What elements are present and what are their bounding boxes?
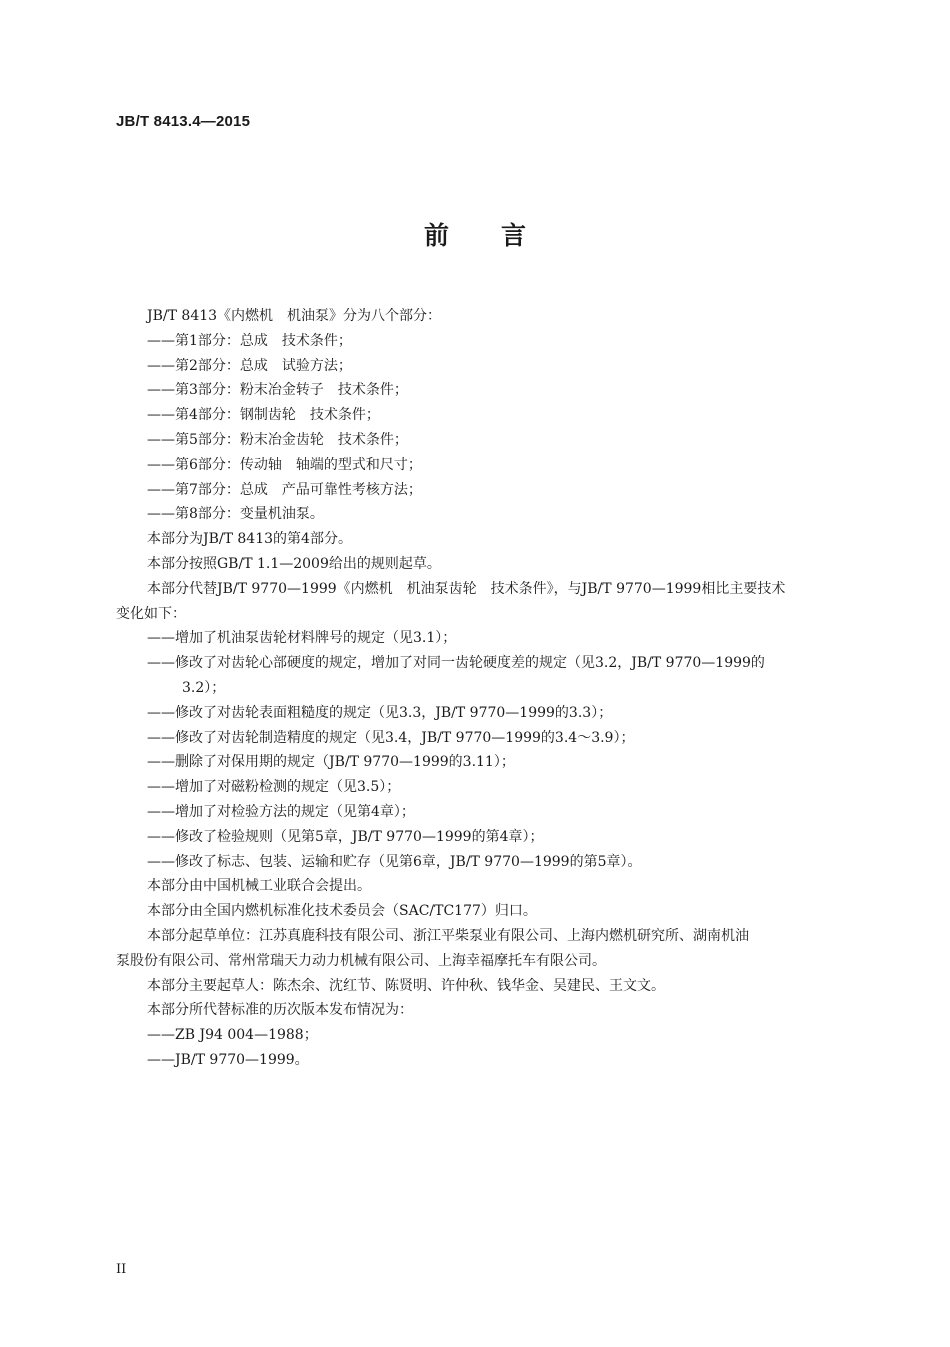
list-item: ——第1部分：总成 技术条件； (147, 332, 352, 349)
paragraph-line: JB/T 8413《内燃机 机油泵》分为八个部分： (147, 308, 442, 324)
list-item: ——第6部分：传动轴 轴端的型式和尺寸； (147, 456, 422, 473)
paragraph-line: 本部分代替JB/T 9770—1999《内燃机 机油泵齿轮 技术条件》，与JB/T 9770—1999相比主要技术 (147, 580, 786, 597)
paragraph-line: 本部分为JB/T 8413的第4部分。 (147, 531, 352, 548)
paragraph-line: 变化如下： (116, 605, 186, 622)
list-item: ——JB/T 9770—1999。 (147, 1051, 309, 1068)
paragraph-line: 本部分按照GB/T 1.1—2009给出的规则起草。 (147, 555, 441, 572)
paragraph-line: 本部分由中国机械工业联合会提出。 (147, 878, 371, 895)
foreword-body (116, 304, 868, 1073)
list-item: ——ZB J94 004—1988； (147, 1027, 318, 1044)
list-item: ——修改了检验规则（见第5章，JB/T 9770—1999的第4章）； (147, 828, 544, 845)
list-item: ——修改了对齿轮制造精度的规定（见3.4，JB/T 9770—1999的3.4～3.9）； (147, 729, 635, 746)
list-item: ——增加了对检验方法的规定（见第4章）； (147, 803, 415, 820)
list-item: ——修改了对齿轮心部硬度的规定，增加了对同一齿轮硬度差的规定（见3.2，JB/T 9770—1999的 (147, 655, 765, 672)
list-item: ——增加了对磁粉检测的规定（见3.5）； (147, 779, 401, 796)
paragraph-line: 本部分由全国内燃机标准化技术委员会（SAC/TC177）归口。 (147, 903, 537, 920)
list-item: ——第3部分：粉末冶金转子 技术条件； (147, 382, 408, 399)
list-item: ——第2部分：总成 试验方法； (147, 357, 352, 374)
list-item: ——第5部分：粉末冶金齿轮 技术条件； (147, 431, 408, 448)
list-item: ——第7部分：总成 产品可靠性考核方法； (147, 481, 422, 498)
list-item: ——第4部分：钢制齿轮 技术条件； (147, 407, 380, 424)
paragraph-line: 3.2）； (182, 679, 226, 696)
list-item: ——修改了标志、包装、运输和贮存（见第6章，JB/T 9770—1999的第5章）。 (147, 853, 642, 870)
standard-number: JB/T 8413.4—2015 (116, 113, 251, 130)
paragraph-line: 本部分主要起草人：陈杰余、沈红节、陈贤明、许仲秋、钱华金、吴建民、王文文。 (147, 977, 665, 994)
paragraph-line: 泵股份有限公司、常州常瑞天力动力机械有限公司、上海幸福摩托车有限公司。 (116, 952, 606, 969)
page-title: 前言 (423, 221, 578, 250)
list-item: ——删除了对保用期的规定（JB/T 9770—1999的3.11）； (147, 754, 515, 771)
paragraph-line: 本部分起草单位：江苏真鹿科技有限公司、浙江平柴泵业有限公司、上海内燃机研究所、湖南机油 (147, 927, 749, 944)
paragraph-line: 本部分所代替标准的历次版本发布情况为： (147, 1002, 413, 1019)
list-item: ——修改了对齿轮表面粗糙度的规定（见3.3，JB/T 9770—1999的3.3）； (147, 704, 613, 721)
page-number: II (116, 1262, 127, 1277)
list-item: ——第8部分：变量机油泵。 (147, 506, 324, 523)
list-item: ——增加了机油泵齿轮材料牌号的规定（见3.1）； (147, 630, 457, 647)
